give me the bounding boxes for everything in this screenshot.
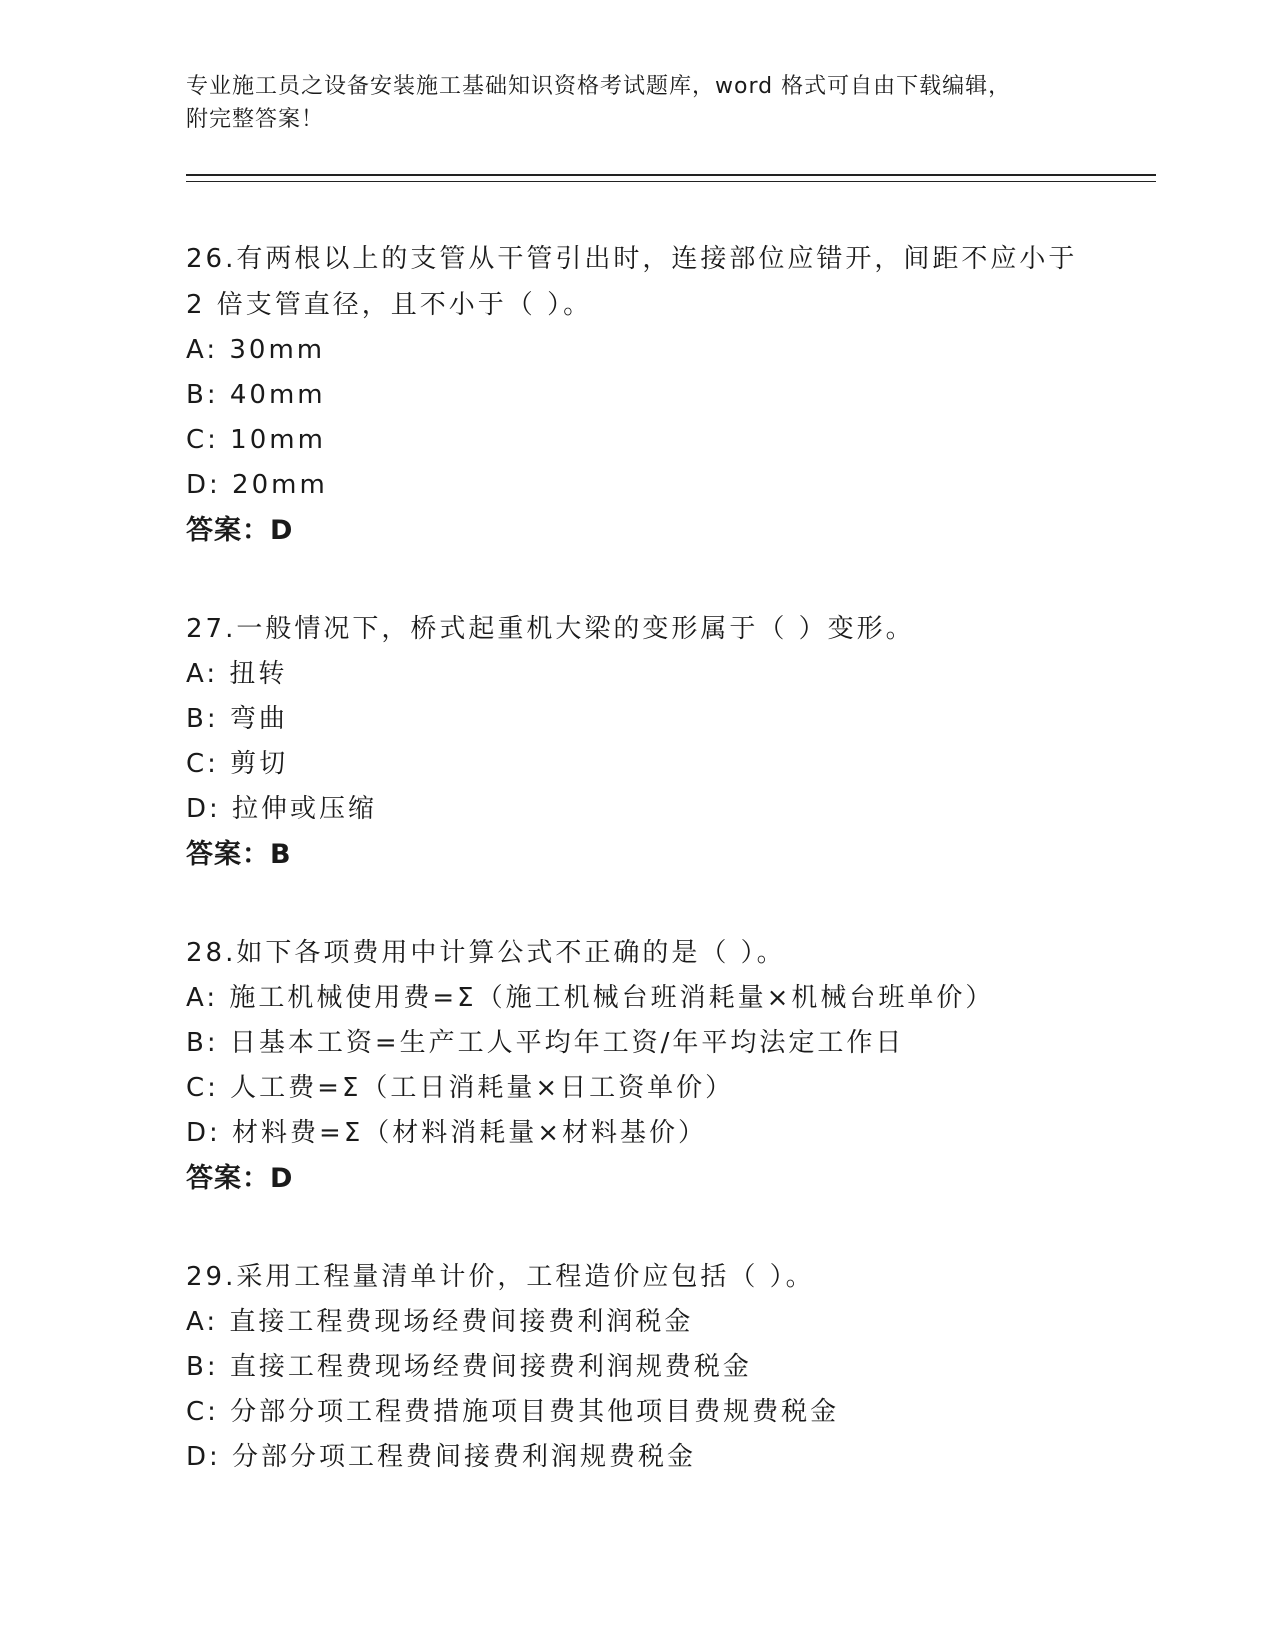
option-b: B: 40mm bbox=[186, 380, 326, 410]
option-d: D: 20mm bbox=[186, 470, 328, 500]
header-divider bbox=[186, 174, 1156, 182]
document-header bbox=[186, 70, 1156, 136]
option-c: C: 人工费=Σ（工日消耗量×日工资单价） bbox=[186, 1073, 735, 1103]
question-stem: 26.有两根以上的支管从干管引出时，连接部位应错开，间距不应小于 bbox=[186, 244, 1078, 274]
option-d: D: 材料费=Σ（材料消耗量×材料基价） bbox=[186, 1118, 708, 1148]
option-d: D: 分部分项工程费间接费利润规费税金 bbox=[186, 1442, 697, 1472]
document-page bbox=[186, 70, 1156, 1480]
question-29 bbox=[186, 1254, 1156, 1480]
option-a: A: 扭转 bbox=[186, 659, 288, 689]
option-a: A: 直接工程费现场经费间接费利润税金 bbox=[186, 1307, 694, 1337]
header-line-1: 专业施工员之设备安装施工基础知识资格考试题库，word 格式可自由下载编辑， bbox=[186, 74, 1012, 99]
option-a: A: 30mm bbox=[186, 335, 326, 365]
question-stem-continued: 2 倍支管直径，且不小于（ ）。 bbox=[186, 290, 593, 320]
question-stem: 28.如下各项费用中计算公式不正确的是（ ）。 bbox=[186, 938, 786, 968]
question-stem: 29.采用工程量清单计价，工程造价应包括（ ）。 bbox=[186, 1262, 815, 1292]
question-28 bbox=[186, 930, 1156, 1202]
option-d: D: 拉伸或压缩 bbox=[186, 794, 378, 824]
option-c: C: 剪切 bbox=[186, 749, 289, 779]
answer: 答案：D bbox=[186, 515, 294, 546]
answer: 答案：B bbox=[186, 839, 292, 870]
option-c: C: 分部分项工程费措施项目费其他项目费规费税金 bbox=[186, 1397, 840, 1427]
option-c: C: 10mm bbox=[186, 425, 326, 455]
option-b: B: 弯曲 bbox=[186, 704, 288, 734]
header-line-2: 附完整答案！ bbox=[186, 107, 325, 132]
question-26 bbox=[186, 236, 1156, 554]
answer: 答案：D bbox=[186, 1163, 294, 1194]
question-stem: 27.一般情况下，桥式起重机大梁的变形属于（ ）变形。 bbox=[186, 614, 915, 644]
option-b: B: 日基本工资=生产工人平均年工资/年平均法定工作日 bbox=[186, 1028, 905, 1058]
question-27 bbox=[186, 606, 1156, 878]
option-b: B: 直接工程费现场经费间接费利润规费税金 bbox=[186, 1352, 752, 1382]
option-a: A: 施工机械使用费=Σ（施工机械台班消耗量×机械台班单价） bbox=[186, 983, 995, 1013]
